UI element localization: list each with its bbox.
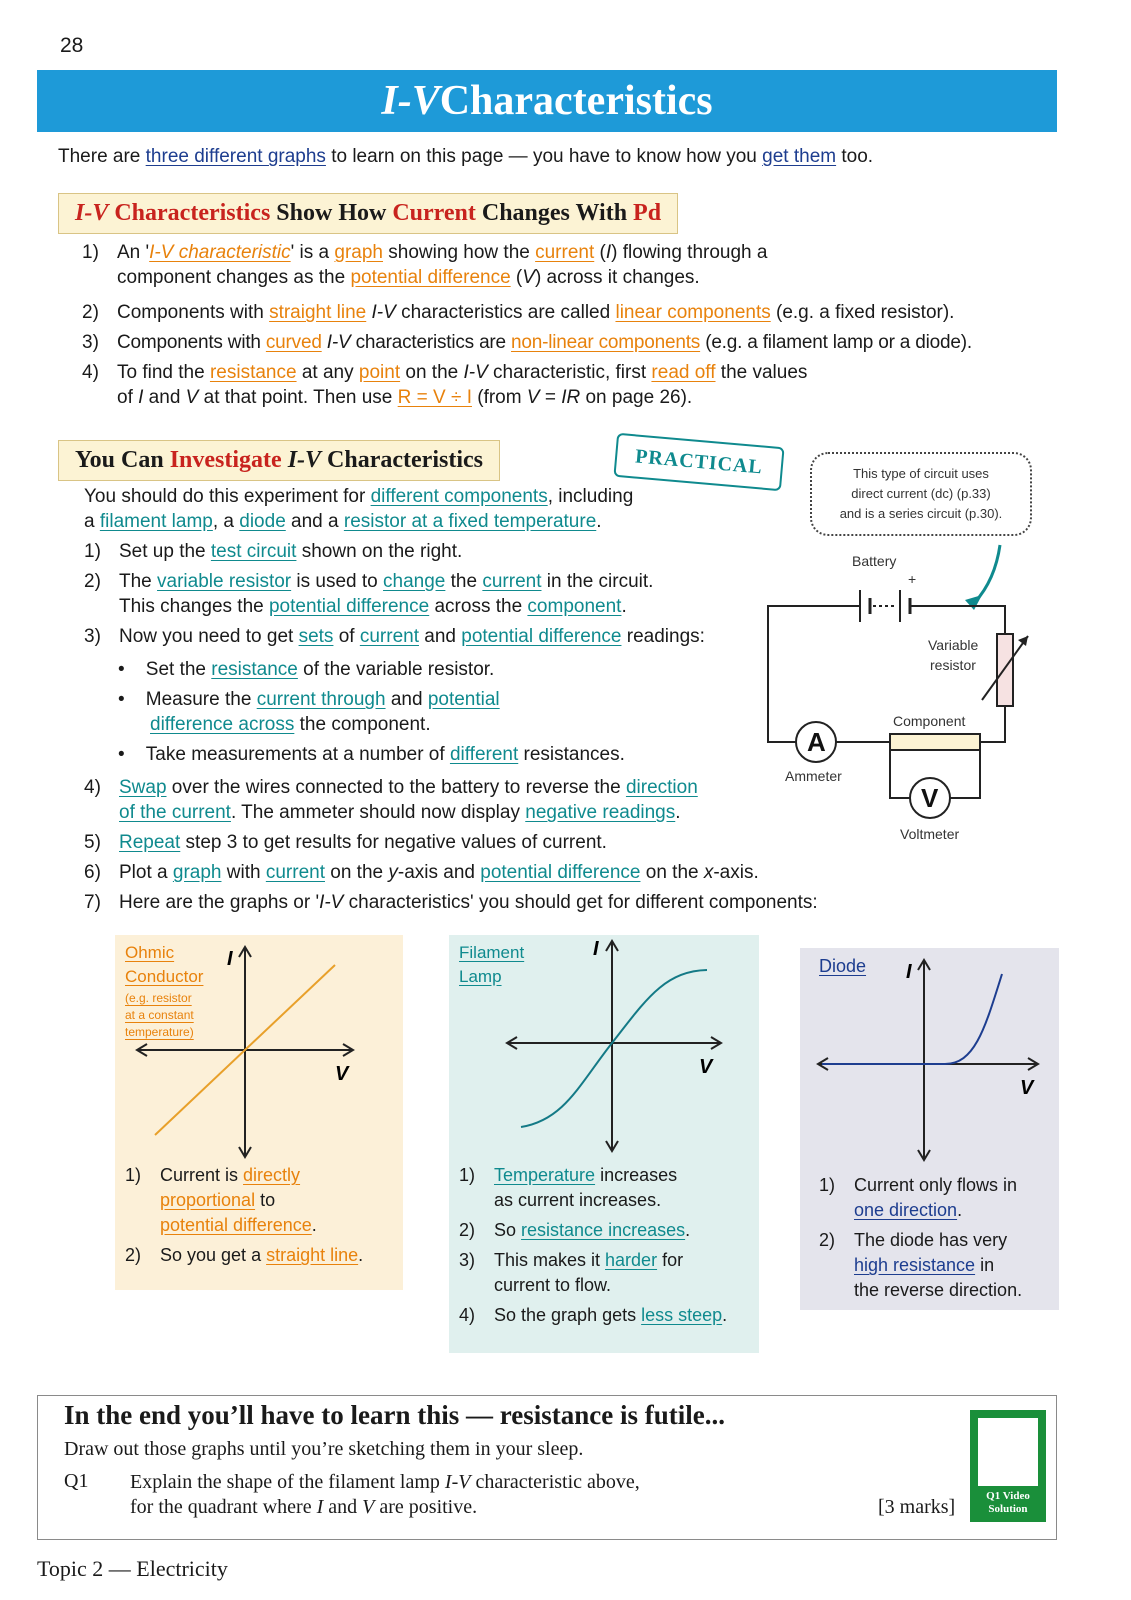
section1-heading [58, 193, 678, 234]
t: . [596, 511, 602, 532]
t: . [675, 802, 681, 823]
battery-label: Battery [852, 553, 897, 569]
t: potential [427, 689, 500, 710]
diode-v-label: V [1020, 1077, 1034, 1099]
lamp-curve [521, 970, 707, 1127]
lamp-p3-num: 3) [459, 1250, 476, 1270]
t: is used to [291, 571, 384, 592]
page-number: 28 [60, 34, 84, 57]
t: step 3 to get results for negative values of current. [180, 832, 607, 853]
qr-code-placeholder[interactable] [978, 1418, 1038, 1486]
s2-step-2 [84, 569, 744, 623]
t: -axis and [397, 862, 481, 883]
t: on the [400, 362, 464, 383]
component-box [890, 734, 980, 750]
t: V [526, 387, 540, 408]
s1-item-1 [82, 240, 1062, 294]
lamp-p1-l1 [494, 1163, 677, 1188]
t: and a [285, 511, 344, 532]
t: R = V ÷ I [397, 387, 472, 408]
voltmeter-symbol: V [921, 783, 939, 813]
title-iv: I-V [381, 78, 440, 124]
t: (from [471, 387, 527, 408]
t: 5) [84, 832, 101, 853]
s1-item-2 [82, 300, 1082, 326]
t: I-V [444, 1471, 471, 1493]
t: characteristics are called [395, 302, 616, 323]
s2-bullet-2b [150, 712, 431, 737]
intro-t1: There are [58, 146, 146, 167]
t: of the current [119, 802, 231, 823]
t: change [383, 571, 446, 592]
t: resistance [211, 659, 298, 680]
t: characteristics are [350, 332, 512, 353]
t: characteristic above, [470, 1471, 640, 1493]
t: characteristics' you should get for different components: [343, 892, 818, 913]
s2h-p1: You Can [75, 447, 170, 473]
ohmic-title-1: Ohmic [125, 943, 175, 962]
practical-stamp: PRACTICAL [613, 433, 784, 491]
diode-curve [822, 974, 1002, 1064]
ohmic-p2-l1 [160, 1243, 363, 1268]
circuit-diagram [760, 540, 1060, 860]
wire-top-right [910, 606, 1005, 634]
t: Set up the [119, 541, 211, 562]
t: different [449, 744, 519, 765]
ohmic-sub-1: (e.g. resistor [125, 991, 192, 1005]
t: I-V [326, 332, 351, 353]
t: one direction [854, 1200, 958, 1220]
s1-item-3 [82, 330, 1092, 356]
t: at any [296, 362, 359, 383]
t: the [445, 571, 483, 592]
t: are positive. [374, 1496, 478, 1518]
s1h-pd: Pd [633, 200, 662, 226]
t: potential difference [480, 862, 641, 883]
intro-l1: three different graphs [145, 146, 326, 167]
lamp-p4-l1 [494, 1303, 727, 1328]
s1-item-4-line1 [117, 360, 807, 385]
t: I [138, 387, 144, 408]
t: over the wires connected to the battery to reverse the [166, 777, 626, 798]
section2-heading [58, 440, 500, 481]
t: graph [172, 862, 222, 883]
t: Components with [117, 332, 266, 353]
t: This changes the [119, 596, 269, 617]
t: An ' [117, 242, 150, 263]
ohmic-title-2: Conductor [125, 967, 204, 986]
t: ) flowing through a [611, 242, 768, 263]
t: potential difference [350, 267, 511, 288]
t: read off [651, 362, 716, 383]
t: Components with [117, 302, 270, 323]
t: I-V [371, 302, 396, 323]
t: the component. [294, 714, 431, 735]
t: y [388, 862, 398, 883]
ohmic-graph [115, 935, 403, 1175]
t: . [722, 1305, 728, 1325]
t: potential difference [268, 596, 430, 617]
ohmic-p1-num: 1) [125, 1165, 142, 1185]
t: of [117, 387, 139, 408]
s1-num-2: 2) [82, 302, 99, 323]
s1-num-3: 3) [82, 332, 99, 353]
t: . [957, 1200, 963, 1220]
diode-p1-num: 1) [819, 1175, 836, 1195]
t: filament lamp [99, 511, 213, 532]
t: readings: [621, 626, 705, 647]
t: high resistance [854, 1255, 976, 1275]
t: characteristic, first [487, 362, 652, 383]
circuit-note [810, 452, 1032, 536]
t: variable resistor [157, 571, 292, 592]
t: . The ammeter should now display [230, 802, 526, 823]
t: sets [298, 626, 334, 647]
s1-num-1: 1) [82, 242, 99, 263]
s1-item-4 [82, 360, 1062, 414]
t: across the [429, 596, 528, 617]
t: of [333, 626, 360, 647]
s2h-iv: I-V [287, 447, 322, 473]
lamp-p3-l2: current to flow. [494, 1275, 612, 1295]
t: straight line [269, 302, 367, 323]
lamp-title-2: Lamp [459, 967, 502, 986]
t: test circuit [210, 541, 297, 562]
ohmic-i-label: I [227, 948, 233, 970]
lamp-i-label: I [593, 938, 599, 960]
t: Repeat [119, 832, 181, 853]
t: for the quadrant where [130, 1496, 317, 1518]
t: 2) [84, 571, 101, 592]
t: current [535, 242, 595, 263]
s2-step-3 [84, 624, 764, 650]
t: non-linear components [511, 332, 701, 353]
lamp-p1-num: 1) [459, 1165, 476, 1185]
s2-intro-1 [84, 484, 633, 509]
footer-topic: Topic 2 — Electricity [37, 1556, 228, 1581]
t: resistor at a fixed temperature [343, 511, 597, 532]
diode-p2-l3: the reverse direction. [854, 1280, 1023, 1300]
t: different components [370, 486, 548, 507]
s1-item-1-line1 [117, 240, 767, 265]
t: on the [324, 862, 389, 883]
t: proportional [160, 1190, 256, 1210]
t: V [185, 387, 199, 408]
t: , a [212, 511, 240, 532]
t: component [527, 596, 622, 617]
t: IR [561, 387, 581, 408]
t: . [621, 596, 627, 617]
ammeter-symbol: A [807, 727, 826, 757]
s2-step-4 [84, 775, 764, 829]
lamp-title-1: Filament [459, 943, 525, 962]
t: difference across [150, 714, 295, 735]
t: less steep [641, 1305, 723, 1325]
title-rest: Characteristics [439, 78, 713, 124]
s1-num-4: 4) [82, 362, 99, 383]
t: I [316, 1496, 324, 1518]
wire-right [980, 706, 1005, 742]
s2-step-7 [84, 890, 944, 916]
t: ' is a [290, 242, 335, 263]
ohmic-v-label: V [335, 1063, 349, 1085]
t: Swap [119, 777, 167, 798]
s2h-p2: Characteristics [321, 447, 483, 473]
s1h-p3: Changes With [475, 200, 634, 226]
question-marks: [3 marks] [878, 1496, 956, 1518]
lamp-p2-l1 [494, 1218, 690, 1243]
t: -axis. [713, 862, 759, 883]
s2-bullet-2a: • Measure the current through and potential [118, 689, 500, 710]
note-arrowhead [965, 595, 982, 610]
s1h-iv: I-V [75, 200, 109, 226]
t: x [703, 862, 714, 883]
t: ( [594, 242, 606, 263]
t: ) across it changes. [534, 267, 700, 288]
question-line-1 [130, 1470, 640, 1495]
t: (e.g. a fixed resistor). [770, 302, 955, 323]
t: Take measurements at a number of [145, 744, 450, 765]
t: and [385, 689, 428, 710]
t: 3) [84, 626, 101, 647]
t: on page 26). [580, 387, 693, 408]
t: This makes it [494, 1250, 606, 1270]
s1-item-3-line1 [117, 330, 972, 355]
t: diode [239, 511, 286, 532]
lamp-p4-num: 4) [459, 1305, 476, 1325]
t: current through [256, 689, 386, 710]
s2-step-6 [84, 860, 884, 886]
t: 4) [84, 777, 101, 798]
t: I-V [319, 892, 344, 913]
s2-step-1 [84, 539, 744, 565]
t: showing how the [383, 242, 536, 263]
t: of the variable resistor. [297, 659, 495, 680]
t: and [143, 387, 186, 408]
t: You should do this experiment for [84, 486, 371, 507]
t: , including [547, 486, 634, 507]
diode-p2-l2 [854, 1253, 994, 1278]
summary-subtitle: Draw out those graphs until you’re sketching them in your sleep. [64, 1438, 584, 1460]
t: at that point. Then use [198, 387, 398, 408]
s1h-p1: Characteristics [108, 200, 271, 226]
intro-text [58, 146, 873, 168]
t: resistances. [518, 744, 625, 765]
intro-l2: get them [762, 146, 837, 167]
lamp-p1-l2: as current increases. [494, 1190, 662, 1210]
s1-item-1-line2 [117, 265, 700, 290]
t: . [358, 1245, 364, 1265]
voltmeter-label: Voltmeter [900, 826, 960, 842]
lamp-p3-l1 [494, 1248, 683, 1273]
t: 6) [84, 862, 101, 883]
note-arrow [975, 545, 1000, 602]
t: to [255, 1190, 276, 1210]
t: V [362, 1496, 375, 1518]
t: 7) [84, 892, 101, 913]
t: a [84, 511, 100, 532]
t: V [522, 267, 535, 288]
t: I-V [463, 362, 488, 383]
t: for [657, 1250, 684, 1270]
t: increases [595, 1165, 678, 1185]
s1-item-2-line1 [117, 300, 954, 325]
t: I [605, 242, 612, 263]
video-solution-label[interactable] [970, 1490, 1046, 1516]
t: graph [334, 242, 384, 263]
t: potential difference [160, 1215, 312, 1235]
t: ( [510, 267, 523, 288]
t: Plot a [119, 862, 173, 883]
t: Set the [145, 659, 212, 680]
t: So [494, 1220, 522, 1240]
ohmic-sub-3: temperature) [125, 1025, 194, 1039]
diode-p1-l1: Current only flows in [854, 1175, 1018, 1195]
t: 1) [84, 541, 101, 562]
diode-graph [800, 948, 1059, 1178]
t: I-V characteristic [149, 242, 291, 263]
diode-title: Diode [819, 956, 867, 976]
t: = [539, 387, 562, 408]
t: point [358, 362, 401, 383]
ammeter-label: Ammeter [785, 768, 842, 784]
t: in the circuit. [541, 571, 654, 592]
s2-step-5 [84, 830, 784, 856]
t: harder [605, 1250, 658, 1270]
t: current [359, 626, 419, 647]
t: directly [243, 1165, 301, 1185]
lamp-p2-num: 2) [459, 1220, 476, 1240]
t: on the [640, 862, 704, 883]
t: Explain the shape of the filament lamp [130, 1471, 445, 1493]
t: Current is [160, 1165, 244, 1185]
t: the values [715, 362, 808, 383]
variable-resistor [997, 634, 1013, 706]
variable-label-1: Variable [928, 637, 979, 653]
t: . [685, 1220, 691, 1240]
video-line-1: Q1 Video [986, 1490, 1030, 1502]
t: (e.g. a filament lamp or a diode). [700, 332, 972, 353]
t: Temperature [494, 1165, 596, 1185]
t: and [418, 626, 462, 647]
note-line-1: This type of circuit uses [853, 466, 989, 481]
t: and [323, 1496, 363, 1518]
t: straight line [266, 1245, 359, 1265]
battery-plus: + [908, 571, 917, 587]
diode-p2-l1: The diode has very [854, 1230, 1008, 1250]
summary-title: In the end you’ll have to learn this — resistance is futile... [64, 1400, 725, 1430]
t: component changes as the [117, 267, 351, 288]
intro-t2: to learn on this page — you have to know how you [325, 146, 763, 167]
t: current [482, 571, 542, 592]
s1h-p2: Show How [270, 200, 393, 226]
diode-p2-num: 2) [819, 1230, 836, 1250]
ohmic-sub-2: at a constant [125, 1008, 194, 1022]
ohmic-p1-l3 [160, 1213, 317, 1238]
ohmic-p2-num: 2) [125, 1245, 142, 1265]
s2-bullet-3: • Take measurements at a number of different resistances. [118, 744, 625, 765]
t: shown on the right. [296, 541, 463, 562]
t: So you get a [160, 1245, 267, 1265]
s2h-investigate: Investigate [169, 447, 282, 473]
s1-item-4-line2 [117, 385, 692, 410]
t: curved [265, 332, 322, 353]
s1h-current: Current [392, 200, 476, 226]
t: with [221, 862, 266, 883]
t: linear components [615, 302, 771, 323]
t: Here are the graphs or ' [119, 892, 320, 913]
variable-label-2: resistor [930, 657, 976, 673]
question-line-2 [130, 1495, 640, 1520]
s2-bullet-1: • Set the resistance of the variable resistor. [118, 659, 495, 680]
t: Measure the [145, 689, 257, 710]
diode-i-label: I [906, 961, 912, 983]
question-text [130, 1470, 640, 1520]
note-line-3: and is a series circuit (p.30). [839, 506, 1003, 521]
page-title [37, 70, 1057, 132]
video-line-2: Solution [988, 1503, 1028, 1515]
t: So the graph gets [494, 1305, 642, 1325]
s2-intro-2 [84, 509, 602, 534]
question-label: Q1 [64, 1470, 89, 1492]
t: The [119, 571, 158, 592]
note-line-2: direct current (dc) (p.33) [851, 486, 991, 501]
diode-p1-l2 [854, 1198, 962, 1223]
t: negative readings [525, 802, 676, 823]
t: potential difference [461, 626, 622, 647]
t: resistance increases [521, 1220, 686, 1240]
ohmic-p1-l2 [160, 1188, 275, 1213]
t: in [975, 1255, 995, 1275]
t: Now you need to get [119, 626, 299, 647]
t: To find the [117, 362, 210, 383]
ohmic-p1-l1 [160, 1163, 300, 1188]
t: resistance [209, 362, 297, 383]
component-label: Component [893, 713, 966, 729]
t: . [311, 1215, 317, 1235]
intro-t3: too. [836, 146, 874, 167]
lamp-v-label: V [699, 1056, 713, 1078]
lamp-graph [449, 935, 759, 1175]
t: direction [625, 777, 698, 798]
t: current [265, 862, 325, 883]
